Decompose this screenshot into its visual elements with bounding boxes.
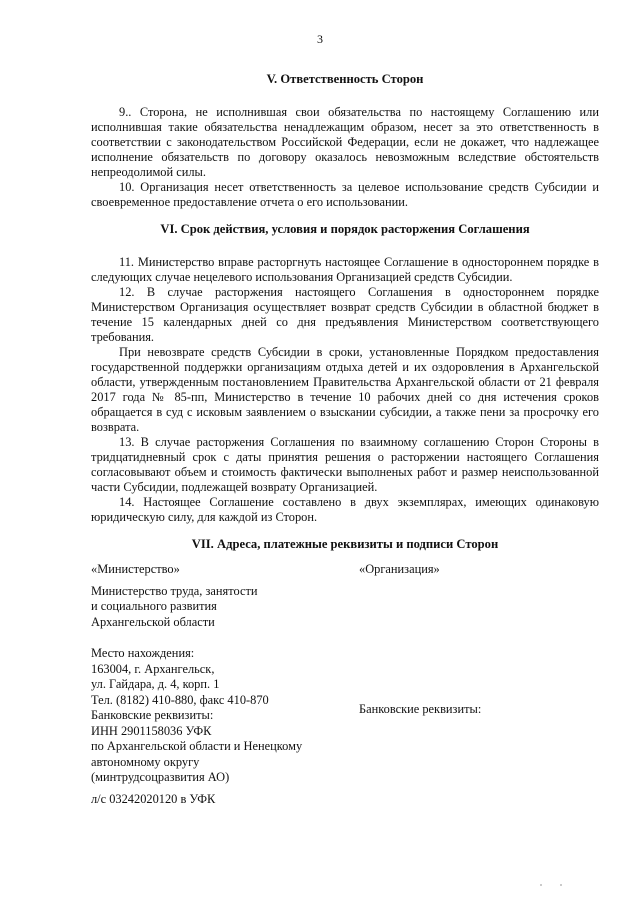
paragraph-14: 14. Настоящее Соглашение составлено в двух экземплярах, имеющих одинаковую юридическую силу, для каждой из Сторон.	[91, 495, 599, 524]
signatures-block	[91, 562, 599, 822]
scan-speck	[560, 884, 562, 886]
organization-heading: «Организация»	[359, 562, 440, 576]
scan-speck	[540, 884, 542, 886]
section-7-title: VII. Адреса, платежные реквизиты и подписи Сторон	[191, 537, 499, 551]
paragraph-9: 9.. Сторона, не исполнившая свои обязательства по настоящему Соглашению или исполнившая такие обязательства ненадлежащим образом, несет за это ответственность в соответствии с законодательством Российской Федерации, если не докажет, что надлежащее исполнение обязательств по договору оказалось невозможным вследствие обстоятельств непреодолимой силы.	[91, 105, 599, 179]
ministry-heading: «Министерство»	[91, 562, 180, 576]
ministry-address-line: Место нахождения:	[91, 646, 195, 660]
ministry-name-line: и социального развития	[91, 599, 217, 613]
ministry-bank-line: по Архангельской области и Ненецкому	[91, 739, 303, 753]
ministry-column	[91, 562, 341, 807]
ministry-bank-label: Банковские реквизиты:	[91, 708, 214, 722]
paragraph-10: 10. Организация несет ответственность за целевое использование средств Субсидии и своевременное предоставление отчета о его использовании.	[91, 180, 599, 209]
ministry-address-line: 163004, г. Архангельск,	[91, 661, 215, 676]
section-5-title: V. Ответственность Сторон	[266, 72, 424, 86]
paragraph-12: 12. В случае расторжения настоящего Соглашения в одностороннем порядке Министерством Организация осуществляет возврат средств Субсидии в областной бюджет в течение 15 календарных дней со дня предъявления Министерством соответствующего требования.	[91, 285, 599, 344]
ministry-name-line: Архангельской области	[91, 614, 215, 629]
document-body	[91, 72, 599, 822]
organization-column	[359, 562, 599, 717]
organization-bank-label: Банковские реквизиты:	[359, 701, 482, 716]
paragraph-11: 11. Министерство вправе расторгнуть настоящее Соглашение в одностороннем порядке в следующих случае нецелевого использования Организацией средств Субсидии.	[91, 255, 599, 284]
ministry-inn: ИНН 2901158036 УФК	[91, 723, 212, 738]
ministry-name-line: Министерство труда, занятости	[91, 583, 258, 598]
paragraph-13: 13. В случае расторжения Соглашения по взаимному соглашению Сторон Стороны в тридцатидневный срок с даты принятия решения о расторжении настоящего Соглашения согласовывают объем и стоимость фактически выполненых работ и размер неиспользованной части Субсидии, подлежащей возврату Организацией.	[91, 435, 599, 494]
ministry-account: л/с 03242020120 в УФК	[91, 791, 216, 806]
page-number: 3	[317, 32, 323, 46]
paragraph-12-cont: При невозврате средств Субсидии в сроки, установленные Порядком предоставления государственной поддержки организациям отдыха детей и их оздоровления в Архангельской области, утвержденным постановлением Правительства Архангельской области от 21 февраля 2017 года № 85-пп, Министерство в течение 10 рабочих дней со дня истечения сроков обращается в суд с исковым заявлением о взыскании субсидии, а также пени за просрочку его возврата.	[91, 345, 599, 434]
ministry-address-line: ул. Гайдара, д. 4, корп. 1	[91, 677, 220, 691]
ministry-bank-line: (минтрудсоцразвития АО)	[91, 770, 230, 784]
ministry-phone: Тел. (8182) 410-880, факс 410-870	[91, 692, 269, 707]
section-6-title: VI. Срок действия, условия и порядок расторжения Соглашения	[160, 222, 530, 236]
ministry-bank-line: автономному округу	[91, 754, 200, 769]
